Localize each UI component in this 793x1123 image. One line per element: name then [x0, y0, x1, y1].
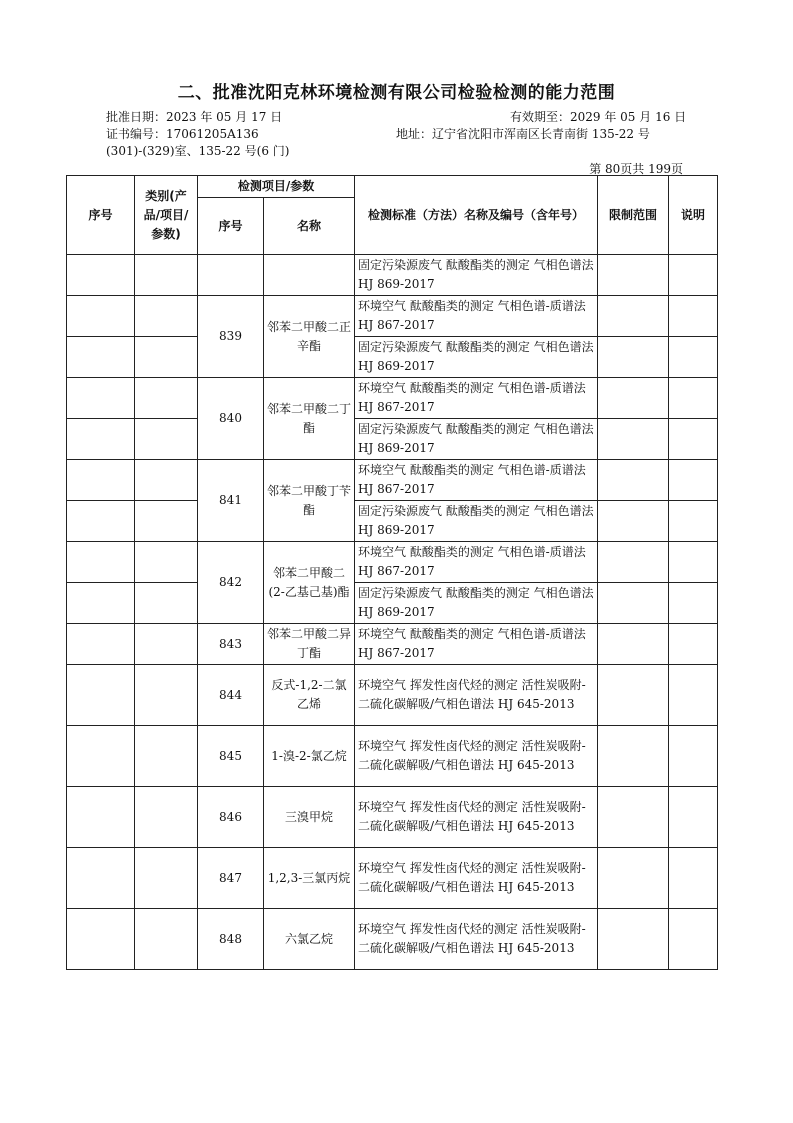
cell-item-name: 邻苯二甲酸二正辛酯	[264, 296, 355, 378]
cell-category	[135, 255, 198, 296]
cell-standard: 环境空气 酞酸酯类的测定 气相色谱-质谱法 HJ 867-2017	[355, 460, 598, 501]
table-row	[67, 848, 718, 909]
header-note: 说明	[669, 176, 718, 255]
cell-item-name: 三溴甲烷	[264, 787, 355, 848]
cell-seq	[67, 296, 135, 337]
cell-item-seq: 846	[198, 787, 264, 848]
cell-limit	[598, 726, 669, 787]
cell-note	[669, 501, 718, 542]
cell-seq	[67, 501, 135, 542]
cell-standard: 固定污染源废气 酞酸酯类的测定 气相色谱法 HJ 869-2017	[355, 583, 598, 624]
cell-category	[135, 665, 198, 726]
cell-seq	[67, 787, 135, 848]
cell-standard: 固定污染源废气 酞酸酯类的测定 气相色谱法 HJ 869-2017	[355, 255, 598, 296]
cell-item-seq: 847	[198, 848, 264, 909]
cell-category	[135, 624, 198, 665]
cell-limit	[598, 296, 669, 337]
table-row	[67, 501, 718, 542]
cell-note	[669, 460, 718, 501]
capability-table	[66, 175, 718, 970]
cell-seq	[67, 378, 135, 419]
cell-category	[135, 337, 198, 378]
table-row	[67, 460, 718, 501]
cell-note	[669, 624, 718, 665]
cell-limit	[598, 460, 669, 501]
cell-standard: 环境空气 挥发性卤代烃的测定 活性炭吸附-二硫化碳解吸/气相色谱法 HJ 645-2013	[355, 726, 598, 787]
address: 地址：辽宁省沈阳市浑南区长青南街 135-22 号	[396, 127, 650, 141]
cell-item-name: 六氯乙烷	[264, 909, 355, 970]
cell-category	[135, 726, 198, 787]
cell-seq	[67, 337, 135, 378]
cell-item-name	[264, 255, 355, 296]
cell-category	[135, 542, 198, 583]
table-row	[67, 583, 718, 624]
cell-seq	[67, 583, 135, 624]
cell-item-seq	[198, 255, 264, 296]
cell-item-seq: 848	[198, 909, 264, 970]
cell-note	[669, 419, 718, 460]
cell-standard: 环境空气 挥发性卤代烃的测定 活性炭吸附-二硫化碳解吸/气相色谱法 HJ 645-2013	[355, 848, 598, 909]
table-row	[67, 909, 718, 970]
cell-limit	[598, 255, 669, 296]
cell-category	[135, 296, 198, 337]
cell-category	[135, 787, 198, 848]
page-title: 二、批准沈阳克林环境检测有限公司检验检测的能力范围	[177, 83, 616, 103]
cell-category	[135, 419, 198, 460]
cell-standard: 环境空气 挥发性卤代烃的测定 活性炭吸附-二硫化碳解吸/气相色谱法 HJ 645-2013	[355, 787, 598, 848]
table-row	[67, 255, 718, 296]
cell-category	[135, 501, 198, 542]
cell-limit	[598, 378, 669, 419]
cell-limit	[598, 337, 669, 378]
cell-category	[135, 583, 198, 624]
cell-item-name: 反式-1,2-二氯乙烯	[264, 665, 355, 726]
cell-limit	[598, 501, 669, 542]
cell-note	[669, 337, 718, 378]
cell-seq	[67, 726, 135, 787]
cell-note	[669, 787, 718, 848]
cell-standard: 环境空气 酞酸酯类的测定 气相色谱-质谱法 HJ 867-2017	[355, 378, 598, 419]
cell-item-name: 1-溴-2-氯乙烷	[264, 726, 355, 787]
cell-standard: 环境空气 挥发性卤代烃的测定 活性炭吸附-二硫化碳解吸/气相色谱法 HJ 645-2013	[355, 665, 598, 726]
cell-standard: 环境空气 酞酸酯类的测定 气相色谱-质谱法 HJ 867-2017	[355, 542, 598, 583]
cell-item-seq: 842	[198, 542, 264, 624]
cell-category	[135, 460, 198, 501]
cell-seq	[67, 255, 135, 296]
cell-item-name: 邻苯二甲酸二丁酯	[264, 378, 355, 460]
cell-standard: 固定污染源废气 酞酸酯类的测定 气相色谱法 HJ 869-2017	[355, 337, 598, 378]
cell-seq	[67, 542, 135, 583]
cell-note	[669, 665, 718, 726]
cell-category	[135, 909, 198, 970]
table-row	[67, 726, 718, 787]
cell-limit	[598, 583, 669, 624]
cell-note	[669, 255, 718, 296]
cell-item-name: 邻苯二甲酸二(2-乙基己基)酯	[264, 542, 355, 624]
cell-limit	[598, 665, 669, 726]
cell-seq	[67, 909, 135, 970]
approval-date: 批准日期：2023 年 05 月 17 日	[106, 110, 283, 124]
cell-seq	[67, 419, 135, 460]
table-row	[67, 378, 718, 419]
cell-item-seq: 845	[198, 726, 264, 787]
page-number: 第 80页共 199页	[589, 162, 683, 176]
header-category: 类别(产品/项目/参数)	[135, 176, 198, 255]
header-item-group: 检测项目/参数	[198, 176, 355, 198]
cell-seq	[67, 665, 135, 726]
table-row	[67, 665, 718, 726]
cell-limit	[598, 787, 669, 848]
cell-standard: 环境空气 挥发性卤代烃的测定 活性炭吸附-二硫化碳解吸/气相色谱法 HJ 645-2013	[355, 909, 598, 970]
table-row	[67, 624, 718, 665]
cell-item-seq: 840	[198, 378, 264, 460]
cell-limit	[598, 848, 669, 909]
cell-standard: 环境空气 酞酸酯类的测定 气相色谱-质谱法 HJ 867-2017	[355, 624, 598, 665]
header-seq: 序号	[67, 176, 135, 255]
cell-standard: 固定污染源废气 酞酸酯类的测定 气相色谱法 HJ 869-2017	[355, 419, 598, 460]
cell-standard: 固定污染源废气 酞酸酯类的测定 气相色谱法 HJ 869-2017	[355, 501, 598, 542]
header-item-seq: 序号	[198, 198, 264, 255]
cell-limit	[598, 909, 669, 970]
cell-category	[135, 378, 198, 419]
table-row	[67, 337, 718, 378]
cell-limit	[598, 419, 669, 460]
address-continued: (301)-(329)室、135-22 号(6 门)	[106, 144, 290, 158]
cell-item-seq: 841	[198, 460, 264, 542]
cell-item-name: 1,2,3-三氯丙烷	[264, 848, 355, 909]
cell-note	[669, 296, 718, 337]
cell-limit	[598, 624, 669, 665]
cell-note	[669, 378, 718, 419]
cell-seq	[67, 848, 135, 909]
table-row	[67, 419, 718, 460]
cell-note	[669, 726, 718, 787]
cell-note	[669, 542, 718, 583]
cell-seq	[67, 624, 135, 665]
cell-item-seq: 844	[198, 665, 264, 726]
cell-item-name: 邻苯二甲酸丁苄酯	[264, 460, 355, 542]
table-row	[67, 296, 718, 337]
table-row	[67, 787, 718, 848]
certificate-number: 证书编号：17061205A136	[106, 127, 259, 141]
cell-note	[669, 848, 718, 909]
cell-item-name: 邻苯二甲酸二异丁酯	[264, 624, 355, 665]
cell-note	[669, 583, 718, 624]
table-row	[67, 542, 718, 583]
cell-note	[669, 909, 718, 970]
cell-limit	[598, 542, 669, 583]
header-standard: 检测标准（方法）名称及编号（含年号）	[355, 176, 598, 255]
header-limit: 限制范围	[598, 176, 669, 255]
cell-item-seq: 839	[198, 296, 264, 378]
cell-category	[135, 848, 198, 909]
cell-item-seq: 843	[198, 624, 264, 665]
valid-until: 有效期至：2029 年 05 月 16 日	[510, 110, 687, 124]
header-item-name: 名称	[264, 198, 355, 255]
cell-standard: 环境空气 酞酸酯类的测定 气相色谱-质谱法 HJ 867-2017	[355, 296, 598, 337]
cell-seq	[67, 460, 135, 501]
